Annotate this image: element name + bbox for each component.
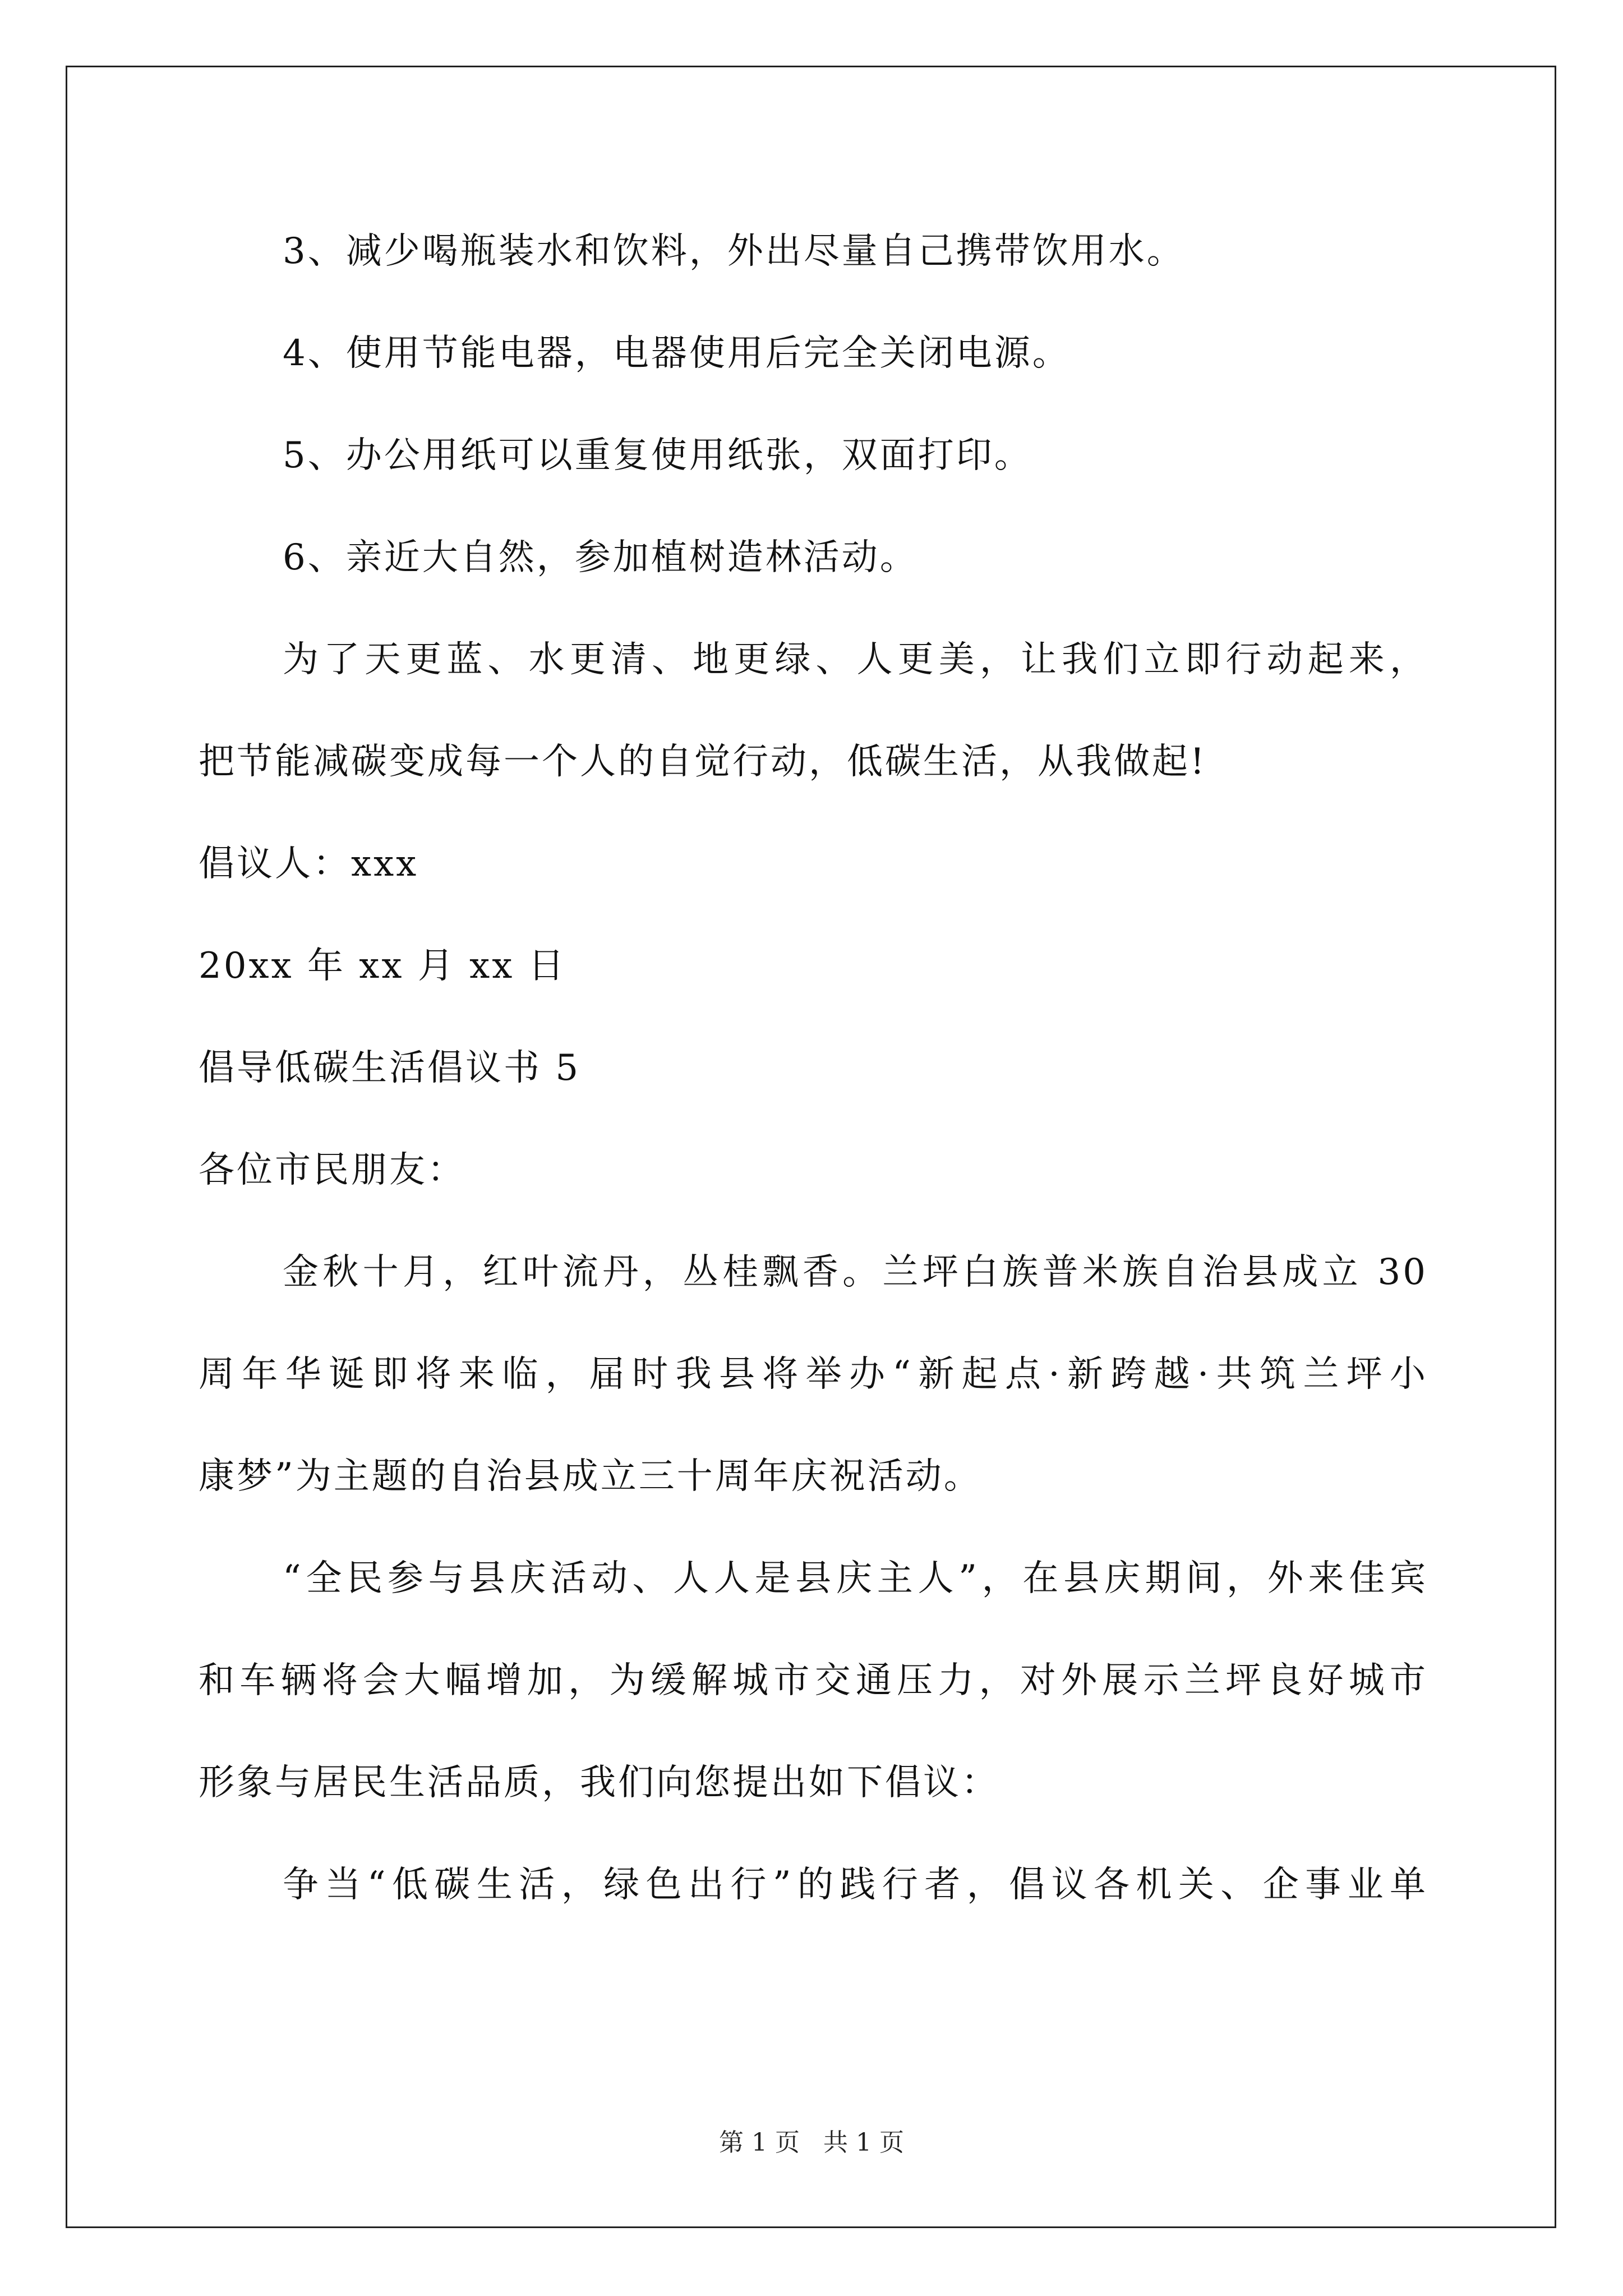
section-title: 倡导低碳生活倡议书 5: [199, 1047, 581, 1089]
paragraph-line: 为了天更蓝、水更清、地更绿、人更美，让我们立即行动起来，: [283, 639, 1428, 680]
salutation: 各位市民朋友：: [199, 1149, 465, 1191]
paragraph-line: 争当“低碳生活，绿色出行”的践行者，倡议各机关、企事业单: [283, 1864, 1428, 1906]
paragraph-line: 周年华诞即将来临，届时我县将举办“新起点·新跨越·共筑兰坪小: [199, 1354, 1428, 1395]
date-line: 20xx 年 xx 月 xx 日: [199, 945, 566, 987]
list-item-6: 6、亲近大自然，参加植树造林活动。: [283, 537, 918, 578]
list-item-3: 3、减少喝瓶装水和饮料，外出尽量自己携带饮用水。: [283, 231, 1185, 272]
paragraph-line: 把节能减碳变成每一个人的自觉行动，低碳生活，从我做起!: [199, 741, 1207, 783]
list-item-5: 5、办公用纸可以重复使用纸张，双面打印。: [283, 435, 1032, 476]
page-total: 共 1 页: [823, 2128, 904, 2157]
list-item-4: 4、使用节能电器，电器使用后完全关闭电源。: [283, 333, 1071, 374]
paragraph-line: “全民参与县庆活动、人人是县庆主人”，在县庆期间，外来佳宾: [283, 1558, 1428, 1599]
paragraph-line: 康梦”为主题的自治县成立三十周年庆祝活动。: [199, 1456, 982, 1497]
page-number: 第 1 页: [719, 2128, 800, 2157]
page-footer: [0, 2126, 1623, 2160]
paragraph-line: 金秋十月，红叶流丹，丛桂飘香。兰坪白族普米族自治县成立 30: [283, 1251, 1428, 1293]
proposer-line: 倡议人：xxx: [199, 843, 419, 885]
paragraph-line: 形象与居民生活品质，我们向您提出如下倡议：: [199, 1762, 999, 1803]
paragraph-line: 和车辆将会大幅增加，为缓解城市交通压力，对外展示兰坪良好城市: [199, 1660, 1428, 1701]
